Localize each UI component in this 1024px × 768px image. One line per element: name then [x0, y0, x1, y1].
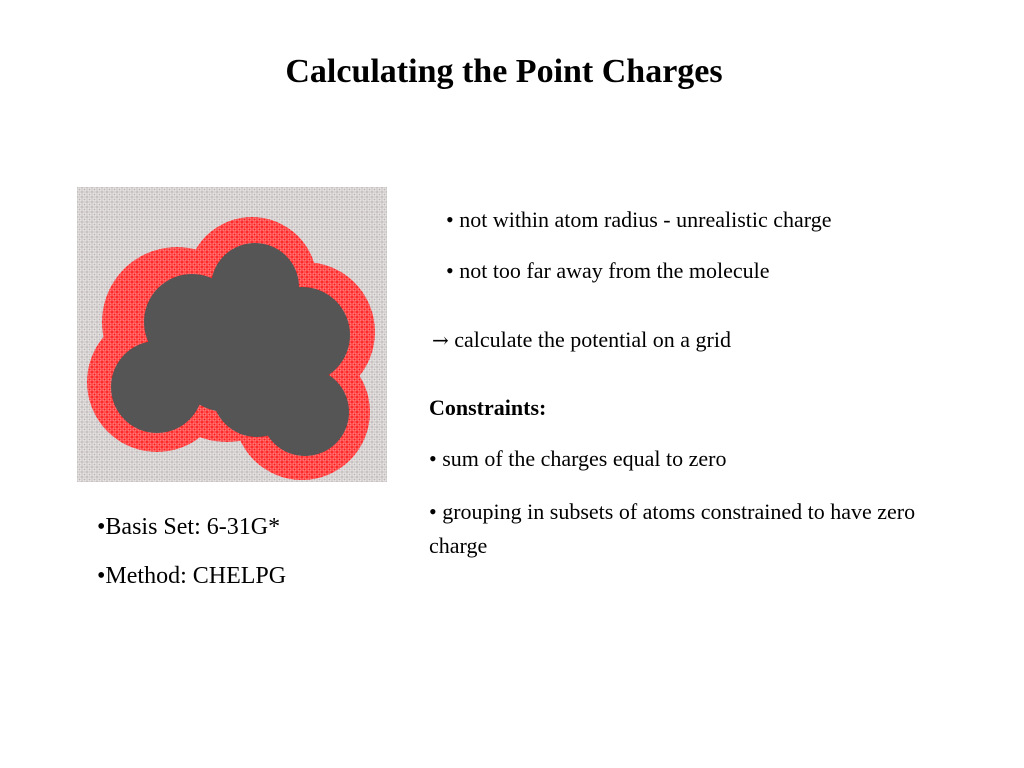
conclusion-line — [432, 325, 972, 355]
grid-molecule-svg — [77, 187, 387, 482]
constraints-heading: Constraints: — [429, 395, 547, 420]
constraint-grouping: • grouping in subsets of atoms constrained to have zero charge — [429, 499, 916, 558]
conclusion-text: calculate the potential on a grid — [448, 327, 731, 352]
bullet-atom-radius: • not within atom radius - unrealistic charge — [446, 207, 832, 232]
method-item: •Method: CHELPG — [97, 563, 287, 589]
constraint-sum: • sum of the charges equal to zero — [429, 446, 727, 471]
arrow-icon: → — [432, 328, 449, 352]
bullet-distance: • not too far away from the molecule — [446, 258, 770, 283]
basis-set-item: •Basis Set: 6-31G* — [97, 514, 281, 540]
slide-title: Calculating the Point Charges — [285, 53, 723, 90]
method-list — [97, 512, 286, 610]
grid-molecule-figure — [77, 187, 387, 482]
